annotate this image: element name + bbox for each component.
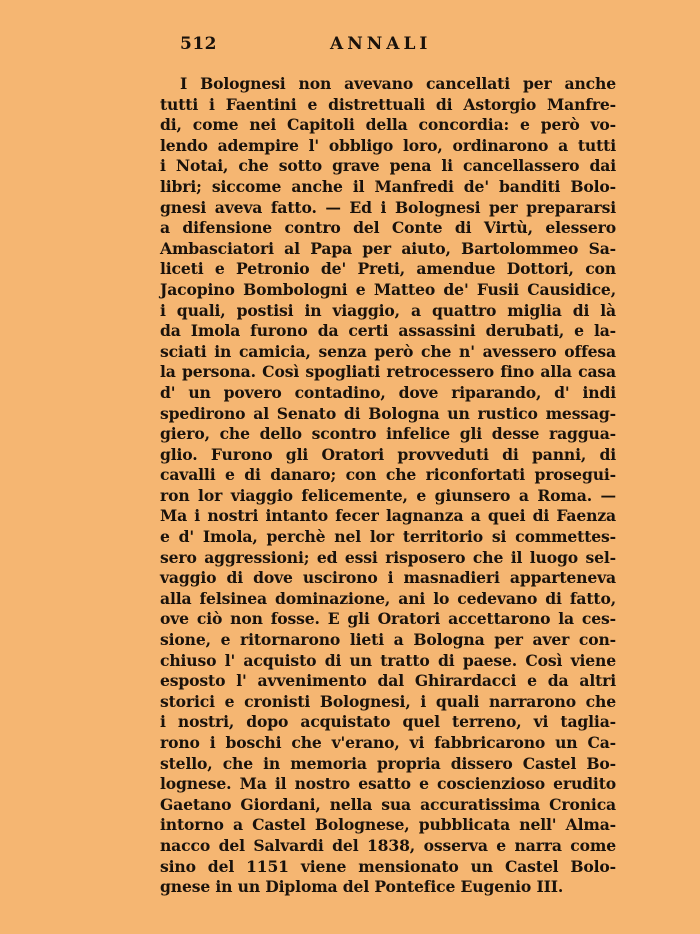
- text-line: chiuso l' acquisto di un tratto di paese. Così viene: [160, 650, 616, 670]
- text-line: sciati in camicia, senza però che n' avessero offesa: [160, 341, 616, 361]
- text-line: glio. Furono gli Oratori provveduti di panni, di: [160, 444, 616, 464]
- text-line: e d' Imola, perchè nel lor territorio si commettes-: [160, 527, 616, 547]
- text-line: storici e cronisti Bolognesi, i quali narrarono che: [160, 691, 616, 711]
- text-line: tutti i Faentini e distrettuali di Astorgio Manfre-: [160, 94, 616, 114]
- text-line: giero, che dello scontro infelice gli desse raggua-: [160, 424, 616, 444]
- text-line: stello, che in memoria propria dissero Castel Bo-: [160, 753, 616, 773]
- text-line: lendo adempire l' obbligo loro, ordinarono a tutti: [160, 135, 616, 155]
- text-line: ron lor viaggio felicemente, e giunsero a Roma. —: [160, 485, 616, 505]
- text-line: libri; siccome anche il Manfredi de' banditi Bolo-: [160, 176, 616, 196]
- text-line: gnesi aveva fatto. — Ed i Bolognesi per prepararsi: [160, 197, 616, 217]
- text-line: intorno a Castel Bolognese, pubblicata nell' Alma-: [160, 815, 616, 835]
- text-line: sero aggressioni; ed essi risposero che il luogo sel-: [160, 547, 616, 567]
- text-line: vaggio di dove uscirono i masnadieri apparteneva: [160, 568, 616, 588]
- text-line: spedirono al Senato di Bologna un rustico messag-: [160, 403, 616, 423]
- text-line: alla felsinea dominazione, ani lo cedevano di fatto,: [160, 588, 616, 608]
- text-line: sino del 1151 viene mensionato un Castel Bolo-: [160, 856, 616, 876]
- text-line: ove ciò non fosse. E gli Oratori accettarono la ces-: [160, 609, 616, 629]
- text-line: di, come nei Capitoli della concordia: e però vo-: [160, 115, 616, 135]
- text-line: i nostri, dopo acquistato quel terreno, vi taglia-: [160, 712, 616, 732]
- text-line: Jacopino Bombologni e Matteo de' Fusii Causidice,: [160, 279, 616, 299]
- text-line: d' un povero contadino, dove riparando, d' indi: [160, 382, 616, 402]
- page-header: [180, 34, 616, 60]
- text-line: I Bolognesi non avevano cancellati per anche: [180, 74, 616, 93]
- text-line: i Notai, che sotto grave pena li cancellassero dai: [160, 156, 616, 176]
- text-line: esposto l' avvenimento dal Ghirardacci e da altri: [160, 671, 616, 691]
- text-line: Ambasciatori al Papa per aiuto, Bartolommeo Sa-: [160, 238, 616, 258]
- text-line: lognese. Ma il nostro esatto e coscienzioso erudito: [160, 774, 616, 794]
- text-line: Ma i nostri intanto fecer lagnanza a quei di Faenza: [160, 506, 616, 526]
- running-title: ANNALI: [330, 34, 432, 54]
- text-line: rono i boschi che v'erano, vi fabbricarono un Ca-: [160, 733, 616, 752]
- text-line: la persona. Così spogliati retrocessero fino alla casa: [160, 362, 616, 382]
- text-line: nacco del Salvardi del 1838, osserva e narra come: [160, 835, 616, 855]
- text-line: da Imola furono da certi assassini derubati, e la-: [160, 321, 616, 341]
- text-line: cavalli e di danaro; con che riconfortati prosegui-: [160, 465, 616, 485]
- text-line: i quali, postisi in viaggio, a quattro miglia di là: [160, 300, 616, 320]
- text-line: sione, e ritornarono lieti a Bologna per aver con-: [160, 630, 616, 650]
- page-number: 512: [180, 34, 217, 54]
- body-text: [160, 74, 616, 898]
- text-line: gnese in un Diploma del Pontefice Eugenio III.: [160, 877, 564, 897]
- text-line: Gaetano Giordani, nella sua accuratissima Cronica: [160, 794, 616, 814]
- text-line: liceti e Petronio de' Preti, amendue Dottori, con: [160, 259, 616, 279]
- text-line: a difensione contro del Conte di Virtù, elessero: [160, 218, 616, 238]
